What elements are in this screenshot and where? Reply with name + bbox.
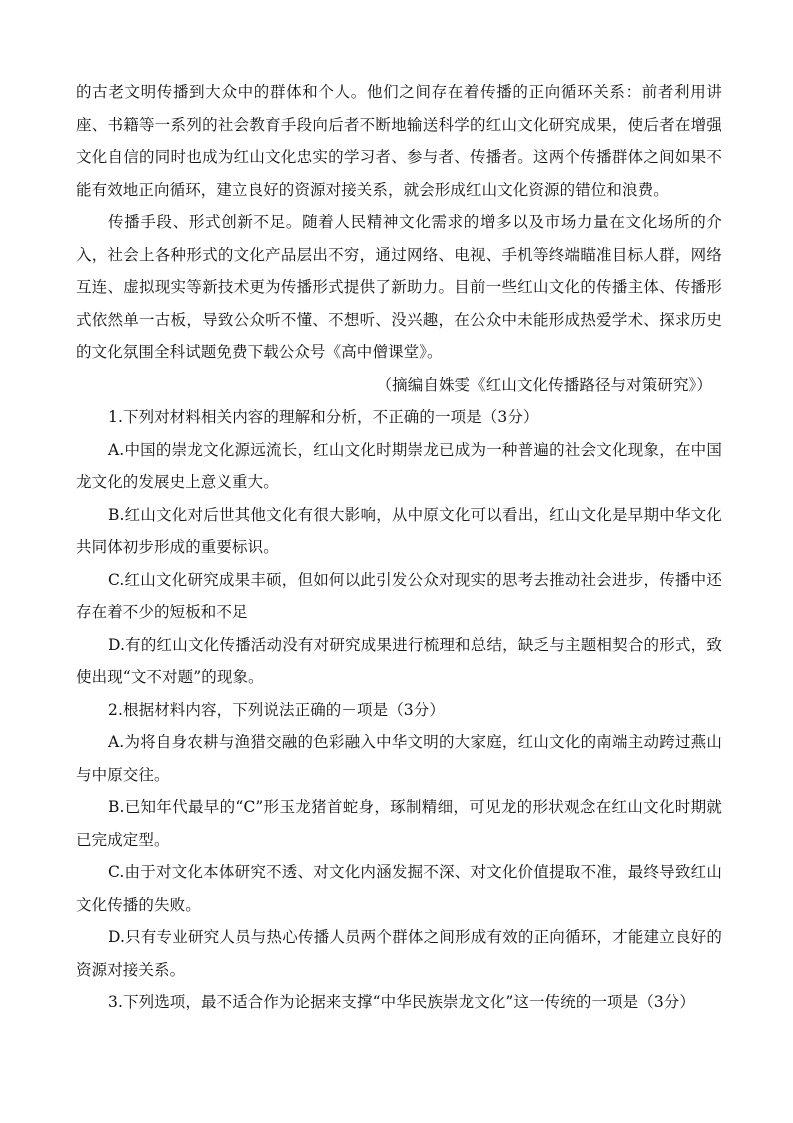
question-1-stem: 1.下列对材料相关内容的理解和分析，不正确的一项是（3分）: [108, 408, 539, 426]
question-2-option-d: D.只有专业研究人员与热心传播人员两个群体之间形成有效的正向循环，才能建立良好的资源对接关系。: [76, 928, 722, 979]
body-paragraph-2: 传播手段、形式创新不足。随着人民精神文化需求的增多以及市场力量在文化场所的介入，社会上各种形式的文化产品层出不穷，通过网络、电视、手机等终端瞄准目标人群，网络互连、虚拟现实等新技术更为传播形式提供了新助力。目前一些红山文化的传播主体、传播形式依然单一古板，导致公众听不懂、不想听、没兴趣，在公众中未能形成热爱学术、探求历史的文化氛围全科试题免费下载公众号《高中僧课堂》。: [76, 213, 722, 361]
question-2-option-c: C.由于对文化本体研究不透、对文化内涵发掘不深、对文化价值提取不准，最终导致红山文化传播的失败。: [76, 863, 722, 914]
source-citation: （摘编自姝雯《红山文化传播路径与对策研究》）: [376, 375, 712, 394]
question-2-option-b: B.已知年代最早的“C”形玉龙猪首蛇身，琢制精细，可见龙的形状观念在红山文化时期就已完成定型。: [76, 798, 722, 849]
body-paragraph-1: 的古老文明传播到大众中的群体和个人。他们之间存在着传播的正向循环关系：前者利用讲座、书籍等一系列的社会教育手段向后者不断地输送科学的红山文化研究成果，使后者在增强文化自信的同时也成为红山文化忠实的学习者、参与者、传播者。这两个传播群体之间如果不能有效地正向循环，建立良好的资源对接关系，就会形成红山文化资源的错位和浪费。: [76, 83, 722, 199]
question-1-option-d: D.有的红山文化传播活动没有对研究成果进行梳理和总结，缺乏与主题相契合的形式，致使出现“文不对题”的现象。: [76, 635, 722, 686]
question-1-option-a: A.中国的崇龙文化源远流长，红山文化时期崇龙已成为一种普遍的社会文化现象，在中国龙文化的发展史上意义重大。: [76, 440, 722, 491]
question-2-stem: 2.根据材料内容，下列说法正确的－项是（3分）: [108, 700, 445, 719]
question-1-option-c: C.红山文化研究成果丰硕，但如何以此引发公众对现实的思考去推动社会进步，传播中还存在着不少的短板和不足: [76, 570, 722, 621]
question-3-stem: 3.下列选项，最不适合作为论据来支撑“中华民族崇龙文化”这一传统的一项是（3分）: [108, 993, 696, 1011]
question-1-option-b: B.红山文化对后世其他文化有很大影响，从中原文化可以看出，红山文化是早期中华文化共同体初步形成的重要标识。: [76, 505, 722, 556]
question-2-option-a: A.为将自身农耕与渔猎交融的色彩融入中华文明的大家庭，红山文化的南端主动跨过燕山与中原交往。: [76, 733, 722, 784]
document-page: [76, 76, 722, 1019]
